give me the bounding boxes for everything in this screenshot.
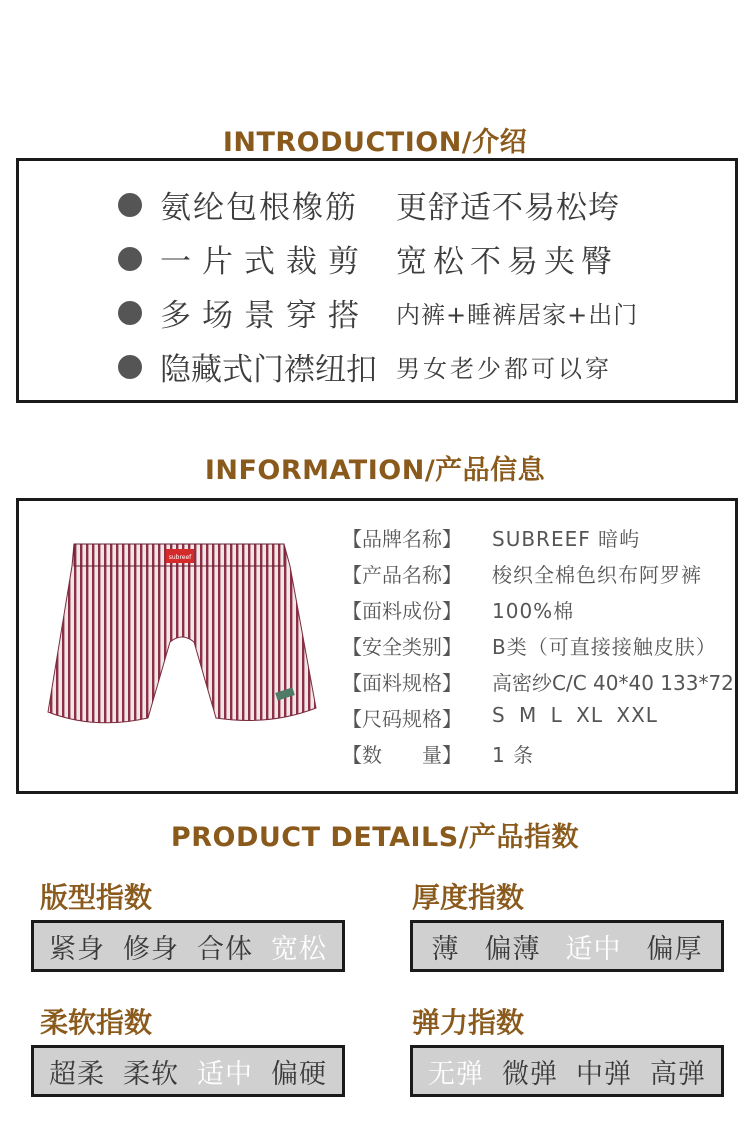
info-row bbox=[342, 703, 658, 732]
scale-option: 偏薄 bbox=[484, 933, 541, 965]
intro-row bbox=[118, 290, 638, 335]
intro-feature: 多场景穿搭 bbox=[160, 298, 370, 334]
bullet-icon bbox=[118, 193, 142, 217]
info-row bbox=[342, 631, 717, 660]
bullet-icon bbox=[118, 247, 142, 271]
intro-benefit: 宽松不易夹臀 bbox=[396, 244, 618, 280]
thickness-index-title: 厚度指数 bbox=[412, 881, 525, 914]
intro-row bbox=[118, 182, 620, 227]
info-value: S M L XL XXL bbox=[492, 703, 658, 727]
info-key: 【面料成份】 bbox=[342, 599, 462, 623]
scale-option: 中弹 bbox=[576, 1058, 632, 1090]
fit-index-scale bbox=[31, 920, 345, 972]
elasticity-index-scale bbox=[410, 1045, 724, 1097]
details-title: PRODUCT DETAILS/产品指数 bbox=[170, 822, 580, 853]
scale-option: 偏硬 bbox=[271, 1058, 327, 1090]
scale-option: 紧身 bbox=[49, 933, 105, 965]
bullet-icon bbox=[118, 301, 142, 325]
information-title: INFORMATION/产品信息 bbox=[204, 455, 546, 486]
scale-option: 高弹 bbox=[650, 1058, 706, 1090]
info-key: 【尺码规格】 bbox=[342, 707, 462, 731]
scale-option: 超柔 bbox=[49, 1058, 105, 1090]
info-row bbox=[342, 595, 574, 624]
scale-option: 柔软 bbox=[123, 1058, 179, 1090]
scale-option-selected: 适中 bbox=[197, 1058, 253, 1090]
intro-row bbox=[118, 344, 612, 389]
info-value: 1 条 bbox=[492, 743, 535, 767]
intro-feature: 一片式裁剪 bbox=[160, 244, 370, 280]
info-key: 【面料规格】 bbox=[342, 671, 462, 695]
scale-option: 薄 bbox=[431, 933, 460, 965]
product-image bbox=[44, 540, 320, 740]
thickness-index-scale bbox=[410, 920, 724, 972]
softness-index-scale bbox=[31, 1045, 345, 1097]
info-row bbox=[342, 523, 640, 552]
scale-option: 修身 bbox=[123, 933, 179, 965]
info-key: 【产品名称】 bbox=[342, 563, 462, 587]
scale-option-selected: 宽松 bbox=[271, 933, 327, 965]
introduction-title: INTRODUCTION/介绍 bbox=[222, 127, 528, 158]
info-value: 高密纱C/C 40*40 133*72 bbox=[492, 671, 734, 695]
scale-option: 偏厚 bbox=[646, 933, 703, 965]
info-value: SUBREEF 暗屿 bbox=[492, 527, 641, 551]
label-tag-text: subreef bbox=[168, 554, 192, 561]
info-key: 【安全类别】 bbox=[342, 635, 462, 659]
info-key: 【数 量】 bbox=[342, 743, 462, 767]
scale-option: 微弹 bbox=[502, 1058, 558, 1090]
info-row bbox=[342, 559, 702, 588]
intro-benefit: 内裤+睡裤居家+出门 bbox=[396, 301, 639, 329]
info-key: 【品牌名称】 bbox=[342, 527, 462, 551]
info-value: 梭织全棉色织布阿罗裤 bbox=[492, 563, 702, 587]
intro-benefit: 男女老少都可以穿 bbox=[396, 355, 612, 383]
bullet-icon bbox=[118, 355, 142, 379]
info-row bbox=[342, 739, 534, 768]
fit-index-title: 版型指数 bbox=[40, 881, 153, 914]
info-value: B类（可直接接触皮肤） bbox=[492, 635, 717, 659]
info-value: 100%棉 bbox=[492, 599, 575, 623]
scale-option-selected: 无弹 bbox=[428, 1058, 484, 1090]
scale-option: 合体 bbox=[197, 933, 253, 965]
scale-option-selected: 适中 bbox=[565, 933, 622, 965]
intro-row bbox=[118, 236, 618, 281]
info-row bbox=[342, 667, 734, 696]
intro-feature: 隐藏式门襟纽扣 bbox=[160, 352, 377, 388]
intro-feature: 氨纶包根橡筋 bbox=[160, 190, 358, 226]
softness-index-title: 柔软指数 bbox=[40, 1006, 153, 1039]
elasticity-index-title: 弹力指数 bbox=[412, 1006, 525, 1039]
intro-benefit: 更舒适不易松垮 bbox=[396, 190, 620, 226]
